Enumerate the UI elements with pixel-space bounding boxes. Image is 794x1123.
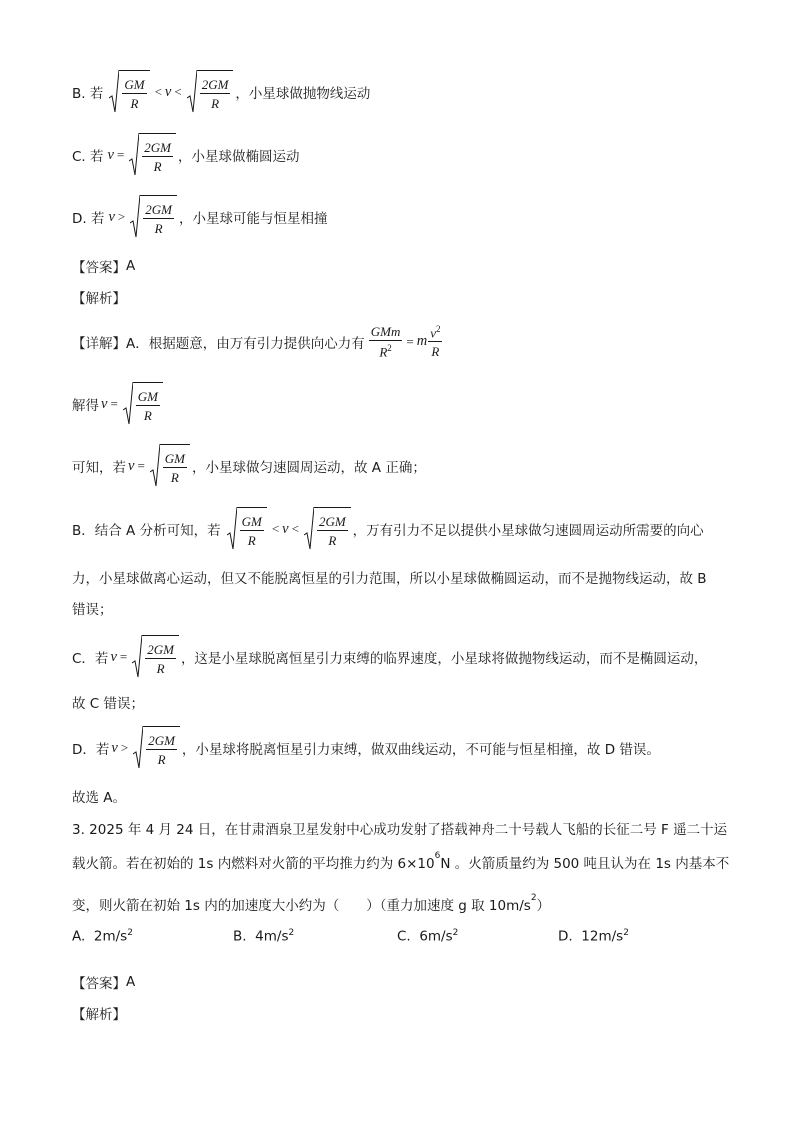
- fraction-denominator: R: [170, 470, 179, 485]
- fraction-numerator: 2GM: [147, 642, 174, 657]
- option-d-prefix: D. 若: [72, 211, 105, 227]
- question3-line2: [72, 852, 729, 872]
- fraction-denominator: R: [143, 408, 152, 423]
- option-value: 6m/s: [419, 928, 453, 945]
- analysis-label: [72, 287, 126, 307]
- velocity-symbol: v: [108, 208, 115, 225]
- equals-symbol: =: [119, 649, 128, 664]
- equals-symbol: =: [137, 458, 145, 473]
- fraction-denominator: R: [156, 661, 165, 676]
- analysis-label-text: 【解析】: [72, 1007, 126, 1023]
- detail-b-line2: [72, 567, 707, 587]
- sqrt-symbol: [129, 133, 176, 177]
- option-b-formula: [107, 70, 235, 114]
- fraction-numerator: GMm: [370, 324, 401, 339]
- less-than-symbol: <: [174, 84, 182, 99]
- velocity-symbol: v: [101, 395, 108, 412]
- sqrt-symbol: [109, 70, 149, 114]
- sqrt-symbol: [227, 507, 267, 551]
- option-d: [558, 928, 629, 945]
- option-b: [72, 70, 370, 114]
- velocity-symbol: v: [107, 146, 114, 163]
- option-c-prefix: C. 若: [72, 149, 104, 165]
- detail-a-line: [72, 325, 443, 358]
- detail-b-line2-text: 力，小星球做离心运动，但又不能脱离恒星的引力范围，所以小星球做椭圆运动，而不是抛物线运动，故 B: [72, 571, 707, 587]
- answer-line: [72, 972, 135, 992]
- know-suffix: ，小星球做匀速圆周运动，故 A 正确；: [192, 460, 426, 476]
- answer-value: A: [126, 974, 136, 990]
- detail-label: 【详解】: [72, 335, 126, 352]
- option-b-prefix: B. 若: [72, 86, 104, 102]
- sqrt-symbol: [132, 635, 179, 679]
- fraction-denominator: R: [431, 344, 440, 360]
- option-a: [72, 928, 133, 945]
- detail-d-prefix: D．若: [72, 742, 110, 758]
- velocity-symbol: v: [164, 83, 172, 100]
- fraction-numerator: 2GM: [144, 140, 172, 155]
- fraction-numerator: 2GM: [145, 202, 172, 217]
- exponent: 2: [452, 927, 459, 938]
- solve-text: 解得: [72, 398, 99, 414]
- option-label: C.: [397, 928, 411, 945]
- option-c-suffix: ，小星球做椭圆运动: [178, 149, 300, 165]
- option-c: [397, 928, 458, 945]
- option-c: [72, 133, 300, 177]
- know-prefix: 可知，若: [72, 460, 126, 476]
- velocity-symbol: v: [128, 457, 135, 474]
- exponent: 2: [288, 927, 295, 938]
- greater-than-symbol: >: [117, 209, 126, 224]
- fraction-denominator: R: [153, 159, 162, 174]
- option-c-formula: [108, 133, 179, 177]
- less-than-symbol: <: [154, 84, 162, 99]
- greater-than-symbol: >: [120, 740, 129, 755]
- fraction-numerator: 2GM: [148, 733, 175, 748]
- mass-symbol: m: [416, 333, 428, 350]
- answer-line: [72, 256, 135, 276]
- option-d-suffix: ，小星球可能与恒星相撞: [178, 211, 328, 227]
- sqrt-symbol: [187, 70, 234, 114]
- option-b-suffix: ，小星球做抛物线运动: [235, 86, 371, 102]
- detail-c-line: [72, 635, 707, 679]
- option-value: 2m/s: [93, 928, 128, 945]
- detail-c-formula: [110, 635, 181, 679]
- equals-symbol: =: [110, 396, 118, 411]
- question3-line2-a: 载火箭。若在初始的 1s 内燃料对火箭的平均推力约为 6×10: [72, 856, 435, 872]
- sqrt-symbol: [133, 726, 180, 770]
- choose-line: [72, 786, 126, 806]
- sqrt-symbol: [304, 507, 351, 551]
- option-value: 12m/s: [581, 928, 624, 945]
- question3-line3-end: ）: [536, 898, 551, 914]
- detail-c-suffix: ，这是小星球脱离恒星引力束缚的临界速度，小星球将做抛物线运动，而不是椭圆运动，: [180, 651, 708, 667]
- detail-b-formula: [225, 507, 353, 551]
- option-b: [233, 928, 294, 945]
- exponent: 6: [434, 851, 441, 861]
- velocity-symbol: v: [110, 648, 117, 665]
- detail-c-prefix: C．若: [72, 651, 109, 667]
- option-label: B.: [233, 928, 247, 945]
- fraction-denominator: R: [379, 344, 388, 360]
- answer-label: 【答案】: [72, 976, 126, 992]
- equals-symbol: =: [116, 147, 125, 162]
- detail-b-suffix: ，万有引力不足以提供小星球做匀速圆周运动所需要的向心: [352, 523, 704, 539]
- less-than-symbol: <: [271, 521, 280, 536]
- question3-line1: [72, 818, 727, 838]
- exponent: 2: [623, 927, 629, 938]
- fraction-denominator: R: [211, 96, 220, 111]
- fraction-denominator: R: [157, 752, 166, 767]
- fraction-numerator: GM: [164, 451, 185, 466]
- analysis-label: [72, 1003, 126, 1023]
- question3-line3: [72, 894, 550, 914]
- detail-d-formula: [111, 726, 182, 770]
- answer-value: A: [126, 258, 136, 274]
- less-than-symbol: <: [291, 521, 299, 536]
- fraction-denominator: R: [247, 533, 256, 548]
- fraction-numerator: 2GM: [318, 514, 346, 529]
- question3-line2-b: N 。火箭质量约为 500 吨且认为在 1s 内基本不: [440, 856, 730, 872]
- question3-line3-text: 变，则火箭在初始 1s 内的加速度大小约为（ ）（重力加速度 g 取 10m/s: [72, 898, 531, 914]
- detail-b-line: [72, 507, 704, 551]
- sqrt-symbol: [150, 444, 190, 488]
- detail-c-line2-text: 故 C 错误；: [72, 696, 145, 712]
- fraction-numerator: GM: [241, 514, 262, 529]
- option-label: A.: [72, 928, 86, 945]
- sqrt-symbol: [130, 195, 177, 239]
- detail-b-line3: [72, 598, 113, 618]
- option-value: 4m/s: [255, 928, 289, 945]
- fraction-denominator: R: [154, 221, 163, 236]
- detail-c-line2: [72, 692, 144, 712]
- exponent: 2: [530, 893, 537, 903]
- detail-d-line: [72, 726, 660, 770]
- detail-b-prefix: B．结合 A 分析可知，若: [72, 523, 221, 539]
- velocity-symbol: v: [282, 520, 289, 537]
- know-formula: [128, 444, 192, 488]
- answer-label: 【答案】: [72, 260, 126, 276]
- analysis-label-text: 【解析】: [72, 291, 126, 307]
- solve-line: [72, 382, 165, 426]
- exponent: 2: [127, 927, 133, 938]
- know-line: [72, 444, 426, 488]
- choose-text: 故选 A。: [72, 790, 127, 806]
- fraction-numerator: 2GM: [201, 77, 229, 92]
- detail-a-text: A．根据题意，由万有引力提供向心力有: [126, 335, 365, 352]
- option-d: [72, 195, 327, 239]
- sqrt-symbol: [123, 382, 163, 426]
- equals-symbol: =: [406, 333, 414, 349]
- detail-d-suffix: ，小星球将脱离恒星引力束缚，做双曲线运动，不可能与恒星相撞，故 D 错误。: [181, 742, 660, 758]
- fraction-numerator: v: [430, 325, 436, 341]
- solve-formula: [101, 382, 165, 426]
- fraction-denominator: R: [328, 533, 337, 548]
- fraction-numerator: GM: [137, 389, 158, 404]
- fraction-numerator: GM: [124, 77, 145, 92]
- question3-line1-text: 3. 2025 年 4 月 24 日，在甘肃酒泉卫星发射中心成功发射了搭载神舟二十号载人飞船的长征二号 F 遥二十运: [72, 822, 728, 838]
- fraction-denominator: R: [130, 96, 139, 111]
- detail-b-line3-text: 错误；: [72, 602, 113, 618]
- option-d-formula: [108, 195, 179, 239]
- option-label: D.: [558, 928, 573, 945]
- velocity-symbol: v: [111, 739, 118, 756]
- gravity-equation: $\frac{\text{GMm}}{R^2}$ = m $\frac{v^2}{R}$: [370, 324, 441, 360]
